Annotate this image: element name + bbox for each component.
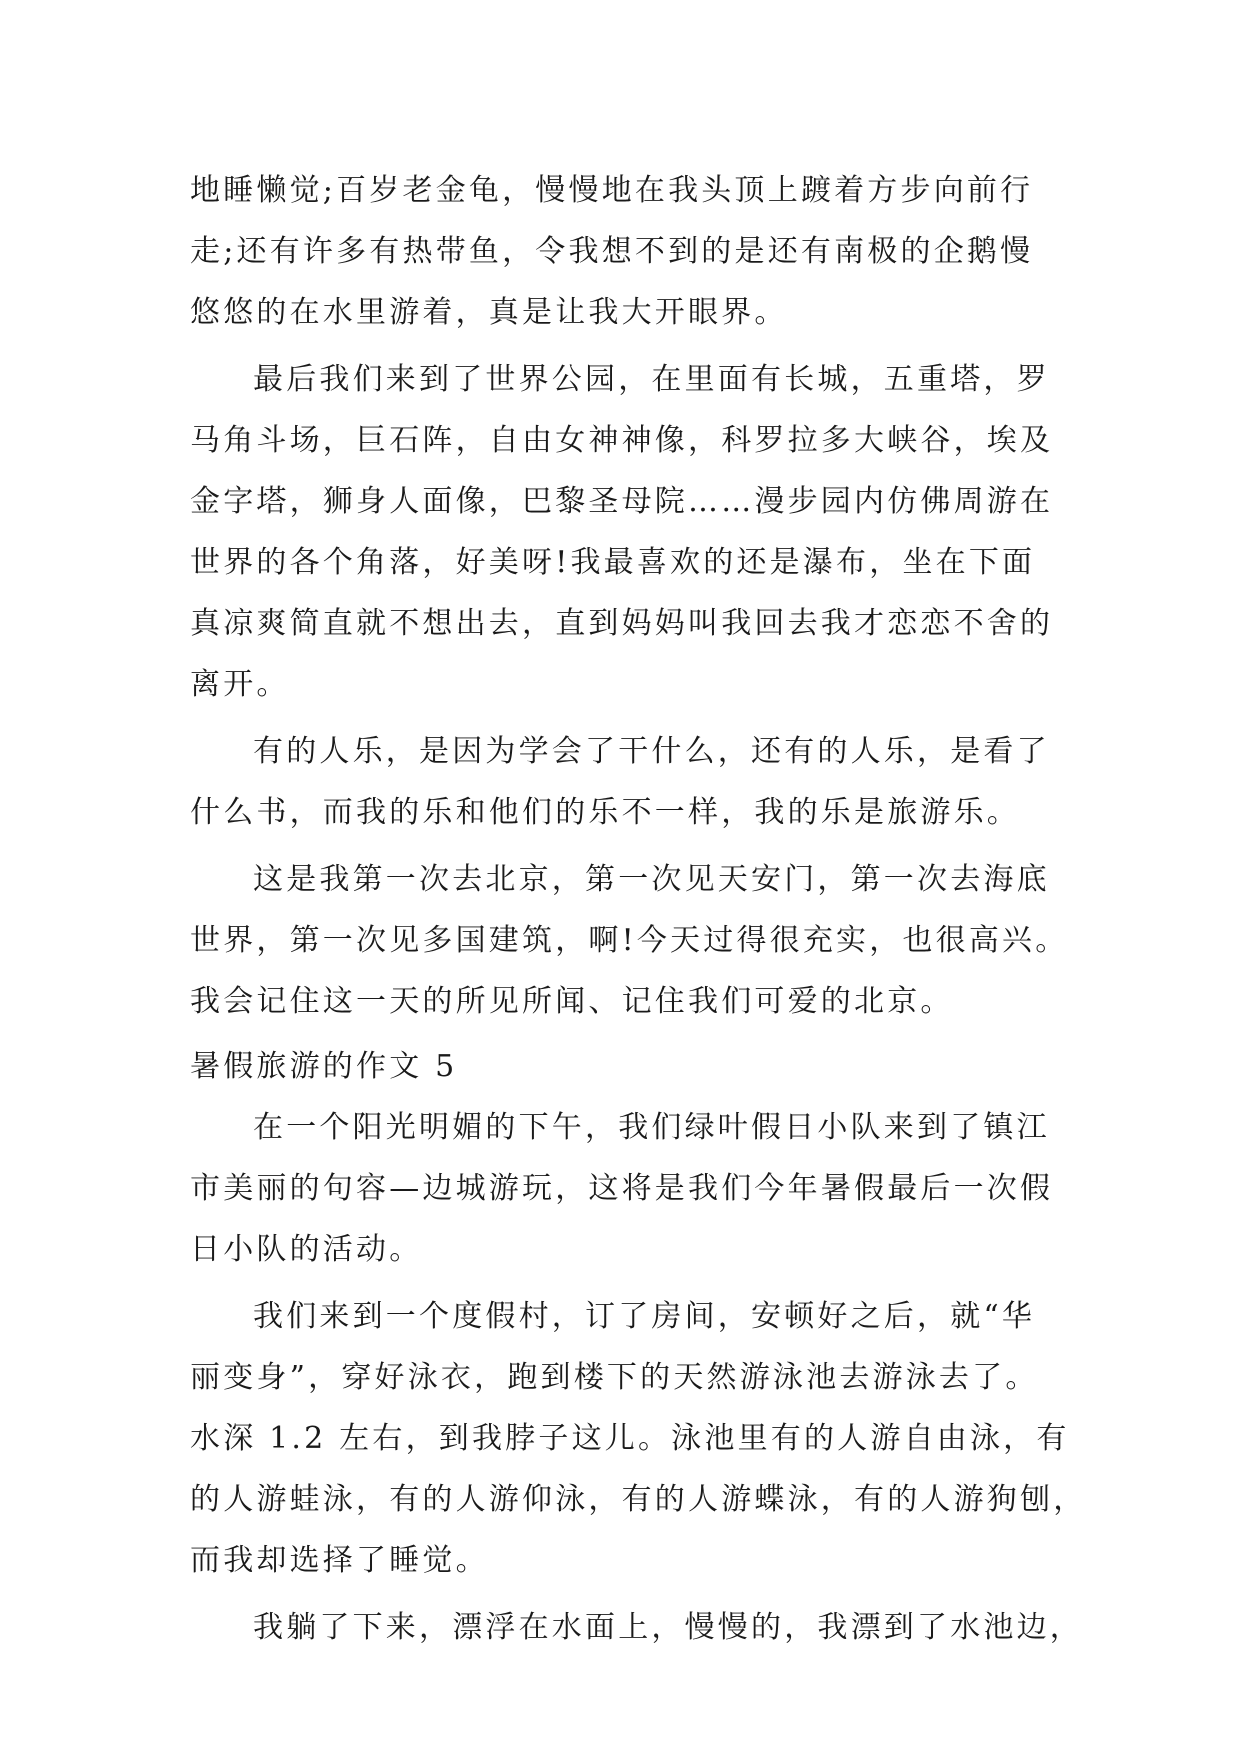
paragraph-start-line: 我们来到一个度假村，订了房间，安顿好之后，就“华 — [253, 1299, 1036, 1334]
paragraph-start-line: 这是我第一次去北京，第一次见天安门，第一次去海底 — [253, 862, 1050, 897]
text-line: 地睡懒觉;百岁老金龟，慢慢地在我头顶上踱着方步向前行 — [190, 173, 1034, 208]
section-heading: 暑假旅游的作文 5 — [190, 1049, 458, 1084]
paragraph-start-line: 有的人乐，是因为学会了干什么，还有的人乐，是看了 — [253, 734, 1050, 769]
text-line: 马角斗场，巨石阵，自由女神神像，科罗拉多大峡谷，埃及 — [190, 423, 1054, 458]
text-line: 丽变身”，穿好泳衣，跑到楼下的天然游泳池去游泳去了。 — [190, 1360, 1039, 1395]
text-line: 而我却选择了睡觉。 — [190, 1543, 489, 1578]
text-line: 离开。 — [190, 667, 290, 702]
text-line: 水深 1.2 左右，到我脖子这儿。泳池里有的人游自由泳，有 — [190, 1421, 1070, 1456]
text-line: 市美丽的句容—边城游玩，这将是我们今年暑假最后一次假 — [190, 1171, 1054, 1206]
paragraph-start-line: 最后我们来到了世界公园，在里面有长城，五重塔，罗 — [253, 362, 1050, 397]
text-line: 世界的各个角落，好美呀!我最喜欢的还是瀑布，坐在下面 — [190, 545, 1036, 580]
text-line: 什么书，而我的乐和他们的乐不一样，我的乐是旅游乐。 — [190, 795, 1020, 830]
text-line: 日小队的活动。 — [190, 1232, 423, 1267]
text-line: 世界，第一次见多国建筑，啊!今天过得很充实，也很高兴。 — [190, 923, 1069, 958]
document-body — [190, 160, 1087, 1658]
text-line: 的人游蛙泳，有的人游仰泳，有的人游蝶泳，有的人游狗刨， — [190, 1482, 1087, 1517]
paragraph-start-line: 我躺了下来，漂浮在水面上，慢慢的，我漂到了水池边， — [253, 1610, 1083, 1645]
paragraph-start-line: 在一个阳光明媚的下午，我们绿叶假日小队来到了镇江 — [253, 1110, 1050, 1145]
text-line: 悠悠的在水里游着，真是让我大开眼界。 — [190, 295, 788, 330]
text-line: 走;还有许多有热带鱼，令我想不到的是还有南极的企鹅慢 — [190, 234, 1034, 269]
text-line: 真凉爽简直就不想出去，直到妈妈叫我回去我才恋恋不舍的 — [190, 606, 1054, 641]
text-line: 金字塔，狮身人面像，巴黎圣母院……漫步园内仿佛周游在 — [190, 484, 1054, 519]
text-line: 我会记住这一天的所见所闻、记住我们可爱的北京。 — [190, 984, 954, 1019]
